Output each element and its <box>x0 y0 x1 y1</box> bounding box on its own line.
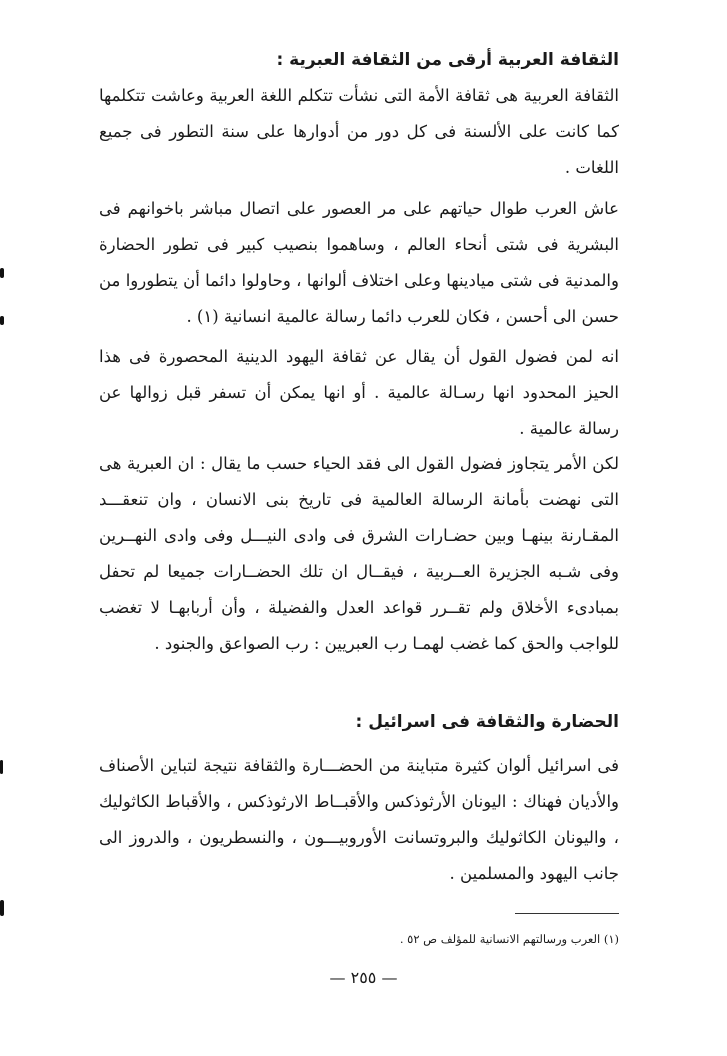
section-heading-arab-culture: الثقافة العربية أرقى من الثقافة العبرية : <box>276 50 619 70</box>
paragraph-hebrew-claim: لكن الأمر يتجاوز فضول القول الى فقد الحياء حسب ما يقال : ان العبرية هى التى نهضت بأمانة الرسالة العالمية فى تاريخ بنى الانسان ، وان تنعقـــد المقـارنة بينهـا وبين حضـارات الشرق فى وادى النيـــل وفى وادى النهــرين وفى شـبه الجزيرة العــربية ، فيقــال ان تلك الحضــارات جميعا لم تحفل بمبادىء الأخلاق ولم تقــرر قواعد العدل والفضيلة ، وأن أربابهـا لا تغضب للواجب والحق كما غضب لهمـا رب العبريين : رب الصواعق والجنود . <box>99 454 619 653</box>
paragraph-arab-contribution: عاش العرب طوال حياتهم على مر العصور على اتصال مباشر باخوانهم فى البشرية فى شتى أنحاء العالم ، وساهموا بنصيب كبير فى تطور الحضارة والمدنية فى شتى ميادينها وعلى اختلاف ألوانها ، وحاولوا دائما أن يتطوروا من حسن الى أحسن ، فكان للعرب دائما رسالة عالمية انسانية (١) . <box>99 199 619 326</box>
scan-edge-mark <box>0 760 3 774</box>
paragraph-jewish-culture: انه لمن فضول القول أن يقال عن ثقافة اليهود الدينية المحصورة فى هذا الحيز المحدود انها رسـالة عالمية . أو انها يمكن أن تسفر قبل زوالها عن رسالة عالمية . <box>99 347 619 438</box>
paragraph-israel-diversity: فى اسرائيل ألوان كثيرة متباينة من الحضـــارة والثقافة نتيجة لتباين الأصناف والأديان فهناك : اليونان الأرثوذكس والأقبــاط الارثوذكس ، والأقباط الكاثوليك ، واليونان الكاثوليك والبروتسانت الأوروبيـــون ، والنسطريون ، والدروز الى جانب اليهود والمسلمين . <box>99 756 619 883</box>
scan-edge-mark <box>0 268 4 278</box>
section-heading-israel-culture: الحضارة والثقافة فى اسرائيل : <box>355 712 619 732</box>
scan-edge-mark <box>0 316 4 325</box>
page-number: — ٢٥٥ — <box>329 968 398 987</box>
footnote-divider <box>515 913 619 914</box>
footnote: (١) العرب ورسالتهم الانسانية للمؤلف ص ٥٢ . <box>399 932 619 946</box>
scan-edge-mark <box>0 900 4 916</box>
paragraph-arab-culture-definition: الثقافة العربية هى ثقافة الأمة التى نشأت تتكلم اللغة العربية وعاشت تتكلمها كما كانت على الألسنة فى كل دور من أدوارها على سنة التطور فى جميع اللغات . <box>99 86 619 177</box>
